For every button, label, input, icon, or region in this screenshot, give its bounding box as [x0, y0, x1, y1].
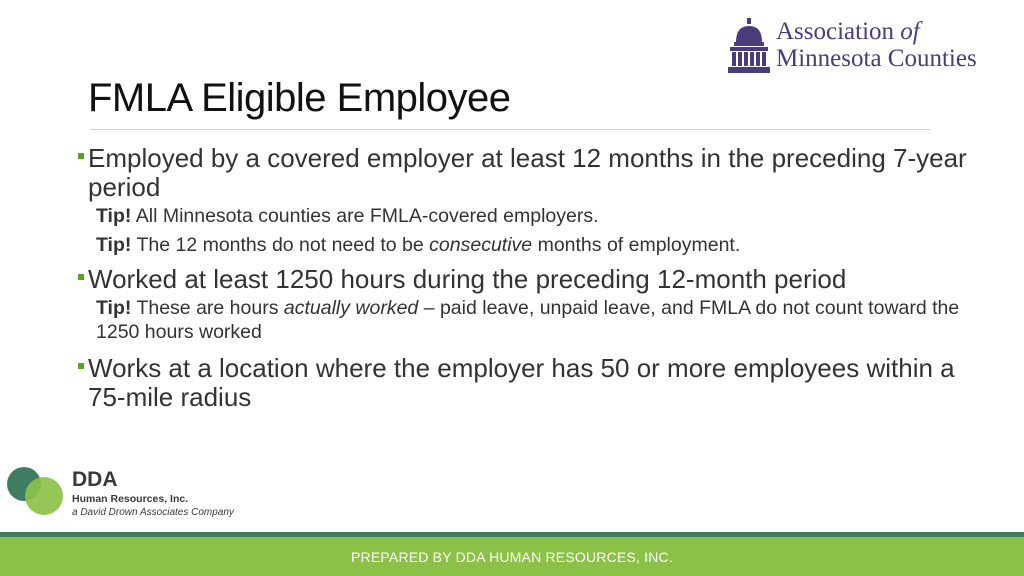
tip-text-after: months of employment. [532, 234, 741, 256]
tip-emphasis: actually worked [283, 297, 419, 319]
bullet-item-2 [78, 265, 978, 294]
tip-text: The 12 months do not need to be [131, 234, 430, 256]
bullet-item-1 [78, 144, 978, 202]
tip-text: All Minnesota counties are FMLA-covered employers. [131, 205, 599, 227]
bullet-text: Employed by a covered employer at least 12 months in the preceding 7-year period [88, 143, 967, 202]
dda-subtitle: Human Resources, Inc. [72, 493, 189, 505]
bullet-marker-icon [78, 274, 84, 280]
association-of-minnesota-counties-logo [728, 18, 1003, 78]
dda-name: DDA [72, 468, 118, 491]
tip-label: Tip! [96, 234, 132, 256]
tip-label: Tip! [96, 297, 132, 319]
footer-bar [0, 537, 1024, 576]
bullet-text: Works at a location where the employer has 50 or more employees within a 75-mile radius [88, 353, 955, 412]
dda-logo [6, 466, 266, 526]
bullet-marker-icon [78, 363, 84, 369]
footer-text: PREPARED BY DDA HUMAN RESOURCES, INC. [351, 549, 673, 565]
tip-text: These are hours [131, 297, 284, 319]
slide-content [78, 144, 978, 412]
bullet-marker-icon [78, 153, 84, 159]
dda-circles-icon [6, 466, 68, 522]
tip-item [96, 296, 978, 344]
title-divider [90, 129, 930, 130]
tip-label: Tip! [96, 205, 132, 227]
dda-tagline: a David Drown Associates Company [72, 507, 234, 518]
slide-title: FMLA Eligible Employee [88, 76, 511, 120]
bullet-item-3 [78, 354, 978, 412]
capitol-building-icon [728, 18, 772, 74]
tip-emphasis: consecutive [429, 234, 533, 256]
tip-item [96, 204, 978, 228]
amc-line-2: Minnesota Counties [776, 45, 977, 72]
bullet-text: Worked at least 1250 hours during the preceding 12-month period [88, 264, 847, 294]
tip-item [96, 233, 978, 257]
amc-logo-text [776, 18, 977, 72]
amc-line-1: Association of [776, 18, 920, 45]
tip-text-after: – paid leave, unpaid leave, and FMLA do not count toward the 1250 hours worked [96, 297, 960, 343]
